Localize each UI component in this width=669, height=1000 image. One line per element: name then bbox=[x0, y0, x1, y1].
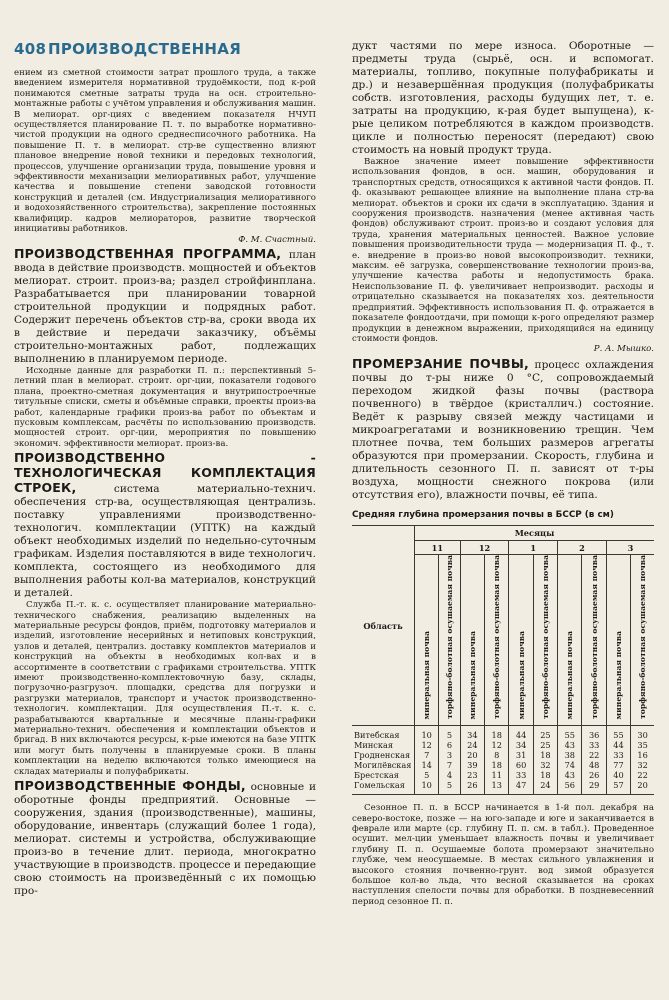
value-cell: 33 bbox=[606, 750, 630, 760]
table-row bbox=[352, 726, 654, 741]
soil-type-header: минеральная почва bbox=[509, 555, 533, 726]
value-cell: 20 bbox=[460, 750, 484, 760]
table-row bbox=[352, 760, 654, 770]
value-cell: 3 bbox=[439, 750, 460, 760]
article-production-funds bbox=[14, 779, 316, 898]
value-cell: 57 bbox=[606, 780, 630, 794]
value-cell: 34 bbox=[509, 740, 533, 750]
value-cell: 35 bbox=[631, 740, 654, 750]
value-cell: 33 bbox=[582, 740, 606, 750]
right-column bbox=[352, 40, 654, 907]
value-cell: 34 bbox=[460, 726, 484, 741]
months-header: Месяцы bbox=[415, 526, 655, 541]
value-cell: 6 bbox=[439, 740, 460, 750]
table-row bbox=[352, 740, 654, 750]
value-cell: 22 bbox=[582, 750, 606, 760]
value-cell: 5 bbox=[439, 726, 460, 741]
value-cell: 44 bbox=[509, 726, 533, 741]
value-cell: 7 bbox=[439, 760, 460, 770]
value-cell: 39 bbox=[460, 760, 484, 770]
value-cell: 12 bbox=[415, 740, 439, 750]
month-header: 11 bbox=[415, 541, 461, 555]
value-cell: 18 bbox=[485, 760, 509, 770]
value-cell: 44 bbox=[606, 740, 630, 750]
intro-paragraph: ением из сметной стоимости затрат прошлого труда, а также введением измерителя нормативной трудоёмкости, под к-рой понимаются сметные затраты труда на осн. строительно-монтажные работы с учётом управления и обслуживания машин. В мелиорат. орг-циях с введением показателя НЧУП осуществляется планирование П. т. по выработке нормативно-чистой продукции на одного среднесписочного работника. На повышение П. т. в мелиорат. стр-ве существенно влияют плановое внедрение новой техники и передовых технологий, процессов, улучшение организации труда, повышение уровня и эффективности механизации мелиоративных работ, улучшение качества и повышение степени заводской готовности конструкций и деталей (см. Индустриализация мелиоративного и водохозяйственного строительства), закрепление постоянных квалифицир. кадров мелиораторов, развитие творческой инициативы работников. bbox=[14, 68, 316, 235]
value-cell: 25 bbox=[533, 726, 557, 741]
value-cell: 16 bbox=[631, 750, 654, 760]
value-cell: 32 bbox=[631, 760, 654, 770]
month-header: 1 bbox=[509, 541, 558, 555]
value-cell: 12 bbox=[485, 740, 509, 750]
soil-type-header: торфяно-болотная осушаемая почва bbox=[533, 555, 557, 726]
value-cell: 31 bbox=[509, 750, 533, 760]
region-header: Область bbox=[352, 526, 415, 725]
region-cell: Минская bbox=[352, 740, 415, 750]
value-cell: 25 bbox=[533, 740, 557, 750]
value-cell: 13 bbox=[485, 780, 509, 794]
value-cell: 11 bbox=[485, 770, 509, 780]
value-cell: 26 bbox=[460, 780, 484, 794]
value-cell: 20 bbox=[631, 780, 654, 794]
value-cell: 74 bbox=[558, 760, 582, 770]
value-cell: 40 bbox=[606, 770, 630, 780]
headword: ПРОИЗВОДСТВЕННАЯ ПРОГРАММА, bbox=[14, 245, 282, 261]
page-number: 408 bbox=[14, 40, 47, 58]
month-header: 3 bbox=[606, 541, 654, 555]
article-production-program bbox=[14, 247, 316, 366]
value-cell: 23 bbox=[460, 770, 484, 780]
value-cell: 5 bbox=[439, 780, 460, 794]
value-cell: 47 bbox=[509, 780, 533, 794]
freezing-table bbox=[352, 525, 654, 795]
headword: ПРОМЕРЗАНИЕ ПОЧВЫ, bbox=[352, 355, 529, 371]
value-cell: 22 bbox=[631, 770, 654, 780]
soil-type-header: минеральная почва bbox=[606, 555, 630, 726]
value-cell: 26 bbox=[582, 770, 606, 780]
headword: ПРОИЗВОДСТВЕННО - ТЕХНОЛОГИЧЕСКАЯ КОМПЛЕКТАЦИЯ СТРОЕК, bbox=[14, 450, 316, 496]
value-cell: 18 bbox=[533, 770, 557, 780]
soil-type-header: торфяно-болотная осушаемая почва bbox=[582, 555, 606, 726]
table-row bbox=[352, 750, 654, 760]
value-cell: 18 bbox=[533, 750, 557, 760]
value-cell: 4 bbox=[439, 770, 460, 780]
soil-type-header: минеральная почва bbox=[460, 555, 484, 726]
value-cell: 18 bbox=[485, 726, 509, 741]
value-cell: 14 bbox=[415, 760, 439, 770]
soil-type-header: торфяно-болотная осушаемая почва bbox=[485, 555, 509, 726]
month-header: 2 bbox=[558, 541, 607, 555]
value-cell: 29 bbox=[582, 780, 606, 794]
value-cell: 77 bbox=[606, 760, 630, 770]
month-header: 12 bbox=[460, 541, 509, 555]
value-cell: 5 bbox=[415, 770, 439, 780]
running-head: ПРОИЗВОДСТВЕННАЯ bbox=[48, 40, 242, 58]
article-text: система материально-технич. обеспечения стр-ва, осуществляющая централизь. поставку управлениями производственно-технологич. комплектации (УПТК) на каждый объект необходимых изделий по недельно-суточным графикам. Изделия поставляются в виде технологич. комплекта, состоящего из необходимого для выполнения работы кол-ва материалов, конструкций и деталей. bbox=[14, 483, 316, 600]
value-cell: 43 bbox=[558, 770, 582, 780]
intro-author: Ф. М. Счастный. bbox=[238, 234, 316, 245]
article-note: Сезонное П. п. в БССР начинается в 1-й пол. декабря на северо-востоке, позже — на юго-западе и юге и заканчивается в феврале или марте (ср. глубину П. п. см. в табл.). Проведенное осушит. мел-ции уменьшает влажность почвы и увеличивает глубину П. п. Осушаемые болота промерзают значительно глубже, чем неосушаемые. В местах сильного увлажнения и высокого стояния почвенно-грунт. вод зимой образуется большое кол-во льда, что весной сказывается на сроках наступления спелости почвы для обработки. В поздневесенний период сезонное П. п. bbox=[352, 803, 654, 907]
region-cell: Могилёвская bbox=[352, 760, 415, 770]
left-column bbox=[14, 68, 316, 898]
value-cell: 56 bbox=[558, 780, 582, 794]
article-continuation: дукт частями по мере износа. Оборотные — предметы труда (сырьё, осн. и вспомогат. материалы, топливо, покупные полуфабрикаты и др.) и незавершённая продукция (полуфабрикаты собств. изготовления, расходы будущих лет, т. е. затраты на продукцию, к-рая будет выпущена), к-рые целиком потребляются в каждом производств. цикле и полностью переносят (передают) свою стоимость на новый продукт труда. bbox=[352, 40, 654, 156]
article-text: план ввода в действие производств. мощностей и объектов мелиорат. строит. произ-ва; раздел стройфинплана. Разрабатывается при планировании товарной строительной продукции и подрядных работ. Содержит перечень объектов стр-ва, сроки ввода их в действие и передачи заказчику, объёмы строительно-монтажных работ, подлежащих выполнению в планируемом периоде. bbox=[14, 248, 317, 365]
value-cell: 24 bbox=[533, 780, 557, 794]
article-text: основные и оборотные фонды предприятий. Основные — сооружения, здания (производственные), машины, оборудование, инвентарь (служащий более 1 года), мелиорат. системы и устройства, обслуживающие произ-во в течение длит. периода, многократно участвующие в производств. процессе и передающие свою стоимость на произведённый с их помощью про- bbox=[14, 781, 317, 898]
value-cell: 10 bbox=[415, 780, 439, 794]
soil-type-header: минеральная почва bbox=[558, 555, 582, 726]
soil-type-header: торфяно-болотная осушаемая почва bbox=[631, 555, 654, 726]
value-cell: 36 bbox=[582, 726, 606, 741]
article-text: процесс охлаждения почвы до т-ры ниже 0 °С, сопровождаемый переходом жидкой фазы почвы (раствора почвенного) в твёрдое (кристаллич.) состояние. Ведёт к разрыву связей между частицами и микроагрегатами и возникновению трещин. Чем плотнее почва, тем больших размеров агрегаты образуются при промерзании. Скорость, глубина и длительность сезонного П. п. зависят от т-ры воздуха, мощности снежного покрова (или отсутствия его), влажности почвы, её типа. bbox=[352, 358, 654, 501]
region-cell: Гомельская bbox=[352, 780, 415, 794]
value-cell: 24 bbox=[460, 740, 484, 750]
region-cell: Гродненская bbox=[352, 750, 415, 760]
region-cell: Витебская bbox=[352, 726, 415, 741]
value-cell: 55 bbox=[558, 726, 582, 741]
table-body bbox=[352, 726, 654, 795]
value-cell: 43 bbox=[558, 740, 582, 750]
value-cell: 7 bbox=[415, 750, 439, 760]
article-complectation bbox=[14, 451, 316, 600]
value-cell: 32 bbox=[533, 760, 557, 770]
article-small-text: Служба П.-т. к. с. осуществляет планирование материально-технического снабжения, реализацию выделенных на материальные ресурсы фондов, приём, подготовку материалов и изделий, изготовление несерийных и нетиповых конструкций, узлов и деталей, централиз. доставку комплектов материалов и конструкций на объекты в необходимых кол-вах и в ассортименте в соответствии с графиками строительства. УПТК имеют производственно-комплектовочную базу, склады, погрузочно-разгрузоч. площадки, средства для погрузки и разгрузки материалов, транспорт и участок производственно-технологич. комплектации. Для осуществления П.-т. к. с. разрабатываются квартальные и месячные планы-графики материально-технич. обеспечения и комплектации объектов и бригад. В них включаются ресурсы, к-рые имеются на базе УПТК или могут быть получены в планируемые сроки. В планы комплектации на неделю включаются только имеющиеся на складах материалы и полуфабрикаты. bbox=[14, 600, 316, 777]
article-soil-freezing bbox=[352, 357, 654, 502]
headword: ПРОИЗВОДСТВЕННЫЕ ФОНДЫ, bbox=[14, 778, 246, 794]
value-cell: 55 bbox=[606, 726, 630, 741]
value-cell: 33 bbox=[509, 770, 533, 780]
article-small-text: Исходные данные для разработки П. п.: перспективный 5-летний план в мелиорат. строит. орг-ции, показатели годового плана, проектно-сметная документация и внутрипостроечные титульные списки, сметы и объёмные справки, проекты произ-ва работ, календарные графики произ-ва работ по объектам и пусковым комплексам, расчёты по использованию производств. мощностей строит. орг-ции, мероприятия по повышению экономич. эффективности мелиорат. произ-ва. bbox=[14, 365, 316, 449]
value-cell: 10 bbox=[415, 726, 439, 741]
soil-type-header: минеральная почва bbox=[415, 555, 439, 726]
table-row bbox=[352, 770, 654, 780]
table-title: Средняя глубина промерзания почвы в БССР (в см) bbox=[352, 509, 614, 520]
value-cell: 60 bbox=[509, 760, 533, 770]
table-row bbox=[352, 780, 654, 794]
value-cell: 8 bbox=[485, 750, 509, 760]
soil-type-header: торфяно-болотная осушаемая почва bbox=[439, 555, 460, 726]
region-cell: Брестская bbox=[352, 770, 415, 780]
article-author: Р. А. Мышко. bbox=[593, 344, 654, 355]
value-cell: 48 bbox=[582, 760, 606, 770]
value-cell: 38 bbox=[558, 750, 582, 760]
value-cell: 30 bbox=[631, 726, 654, 741]
article-small-text: Важное значение имеет повышение эффективности использования фондов, в осн. машин, оборудования и транспортных средств, относящихся к активной части фондов. П. ф. оказывают решающее влияние на выполнение плана стр-ва мелиорат. объектов и сроки их сдачи в эксплуатацию. Здания и сооружения производств. назначения (менее активная часть фондов) обслуживают строит. произ-во и создают условия для труда, хранения материальных ценностей. Важное условие повышения производительности труда — модернизация П. ф., т. е. внедрение в произ-во новой высокопроизводит. техники, максим. её загрузка, совершенствование технологии произ-ва, улучшение качества работы и недопустимость брака. Неиспользование П. ф. увеличивает непроизводит. расходы и отрицательно сказывается на показателях хоз. деятельности предприятий. Эффективность использования П. ф. отражается в показателе фондоотдачи, при помощи к-рого определяют размер продукции в денежном выражении, приходящийся на единицу стоимости фондов. bbox=[352, 157, 654, 344]
